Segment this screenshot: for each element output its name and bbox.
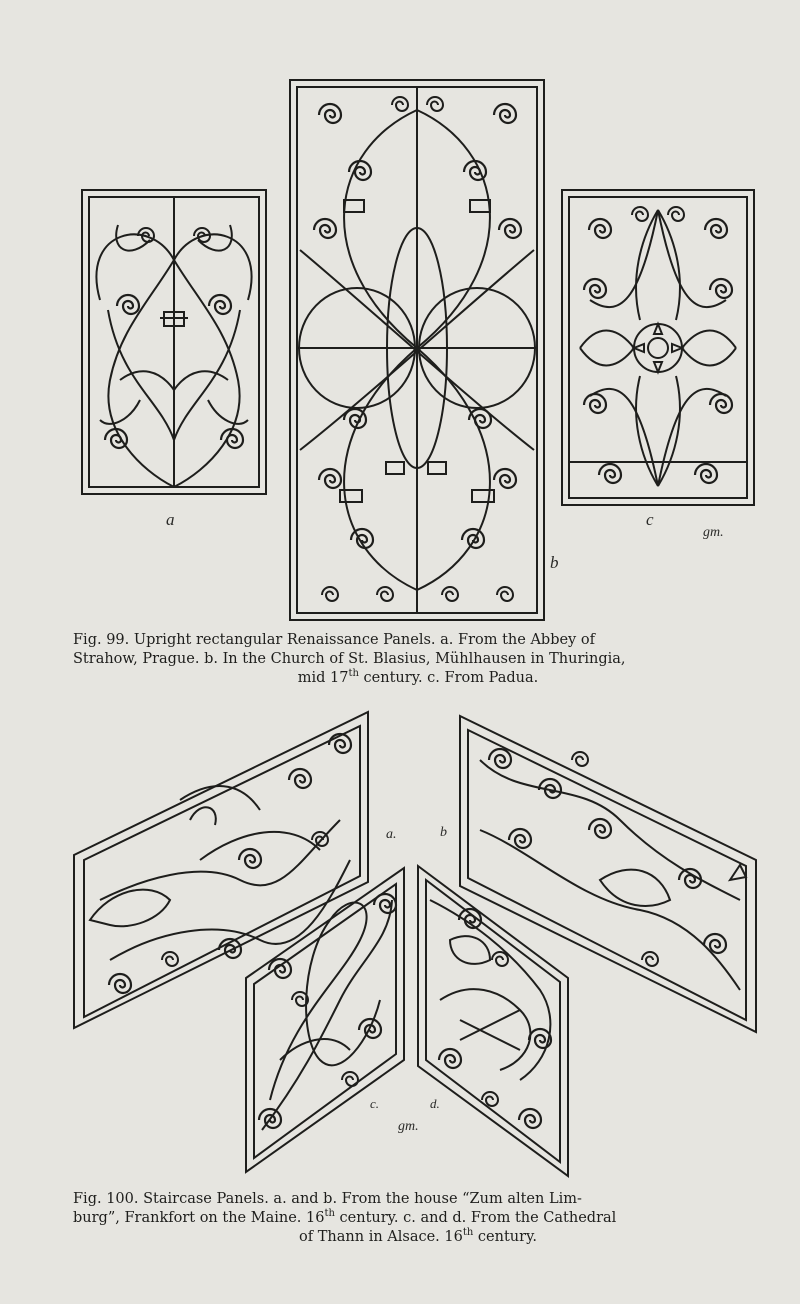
fig99-caption-line-3-end: century. c. From Padua. bbox=[358, 670, 539, 686]
fig99-caption-line-3 bbox=[73, 669, 763, 688]
fig100-label-c: c. bbox=[370, 1096, 380, 1111]
fig99-label-c: c bbox=[646, 510, 654, 529]
fig100-caption-line-2-sup: th bbox=[324, 1208, 335, 1220]
fig99-label-b: b bbox=[550, 553, 559, 572]
fig99-signature: gm. bbox=[703, 525, 724, 540]
fig100-caption-line-1: Fig. 100. Staircase Panels. a. and b. From the house “Zum alten Lim- bbox=[73, 1191, 582, 1207]
fig100-label-a: a. bbox=[386, 827, 397, 842]
fig99-panel-b bbox=[290, 80, 544, 620]
fig99-panel-c bbox=[562, 190, 754, 505]
fig100-panel-d bbox=[418, 866, 568, 1176]
fig100-caption-line-3-sup: th bbox=[462, 1227, 474, 1239]
fig100-caption-line-3 bbox=[73, 1228, 763, 1247]
fig100-caption bbox=[73, 1190, 763, 1247]
fig100-caption-line-3-end: century. bbox=[473, 1229, 537, 1245]
fig100-label-b: b bbox=[440, 825, 447, 840]
fig100-caption-line-2-text: burg”, Frankfort on the Maine. 16 bbox=[73, 1210, 325, 1226]
fig99-label-a: a bbox=[166, 510, 175, 529]
fig100-panel-a bbox=[74, 712, 368, 1028]
fig100-label-d: d. bbox=[430, 1096, 440, 1111]
fig100-signature: gm. bbox=[398, 1119, 419, 1134]
fig100-panel-b bbox=[460, 716, 756, 1032]
fig99-caption-line-2: Strahow, Prague. b. In the Church of St. Blasius, Mühlhausen in Thuringia, bbox=[73, 651, 626, 667]
fig99-caption-line-1: Fig. 99. Upright rectangular Renaissance Panels. a. From the Abbey of bbox=[73, 632, 595, 648]
fig100-caption-line-2 bbox=[73, 1209, 763, 1228]
fig99-caption bbox=[73, 631, 763, 688]
fig99-caption-line-3-sup: th bbox=[348, 668, 359, 680]
fig99-panel-a bbox=[82, 190, 266, 494]
fig100-caption-line-2-end: century. c. and d. From the Cathedral bbox=[334, 1210, 617, 1226]
fig99-caption-line-3-text: mid 17 bbox=[297, 670, 349, 686]
fig100-caption-line-3-text: of Thann in Alsace. 16 bbox=[299, 1229, 463, 1245]
fig100-panel-c bbox=[246, 868, 404, 1172]
